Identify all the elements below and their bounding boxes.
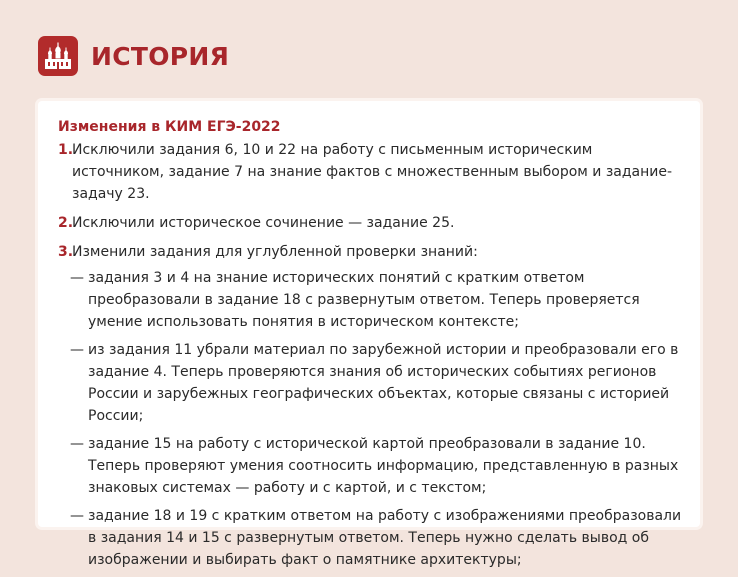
sub-list-item bbox=[58, 433, 684, 499]
page-title: ИСТОРИЯ bbox=[91, 41, 230, 71]
sub-item-text: из задания 11 убрали материал по зарубежной истории и преобразовали его в задание 4. Теперь проверяются знания об исторических событиях регионов России и зарубежных географических объектах, которые связаны с историей России; bbox=[88, 342, 679, 424]
dash-marker: — bbox=[70, 508, 84, 524]
item-text: Исключили задания 6, 10 и 22 на работу с письменным историческим источником, задание 7 на знание фактов с множественным выбором и задание-задачу 23. bbox=[72, 142, 673, 202]
sub-item-text: задание 15 на работу с исторической картой преобразовали в задание 10. Теперь проверяют умения соотносить информацию, представленную в разных знаковых системах — работу и с картой, и с текстом; bbox=[88, 436, 679, 496]
item-text: Изменили задания для углубленной проверки знаний: bbox=[72, 244, 478, 260]
item-number: 1. bbox=[58, 142, 74, 158]
sub-list-item bbox=[58, 505, 684, 571]
dash-marker: — bbox=[70, 436, 84, 452]
list-item bbox=[58, 139, 684, 205]
dash-marker: — bbox=[70, 342, 84, 358]
item-text: Исключили историческое сочинение — задание 25. bbox=[72, 215, 455, 231]
sub-item-text: задание 18 и 19 с кратким ответом на работу с изображениями преобразовали в задания 14 и 15 с развернутым ответом. Теперь нужно сделать вывод об изображении и выбирать факт о памятнике архитектуры; bbox=[88, 508, 682, 568]
content-card bbox=[38, 101, 700, 568]
list-item bbox=[58, 241, 684, 263]
list-item bbox=[58, 212, 684, 234]
dash-marker: — bbox=[70, 270, 84, 286]
section-title: Изменения в КИМ ЕГЭ-2022 bbox=[58, 119, 281, 135]
header bbox=[38, 36, 229, 76]
sub-item-text: задания 3 и 4 на знание исторических понятий с кратким ответом преобразовали в задание 18 с развернутым ответом. Теперь проверяется умение использовать понятия в историческом контексте; bbox=[88, 270, 640, 330]
sub-list-item bbox=[58, 339, 684, 427]
kremlin-icon bbox=[38, 36, 78, 76]
item-number: 2. bbox=[58, 215, 74, 231]
card-content bbox=[58, 117, 684, 577]
sub-list-item bbox=[58, 267, 684, 333]
item-number: 3. bbox=[58, 244, 74, 260]
